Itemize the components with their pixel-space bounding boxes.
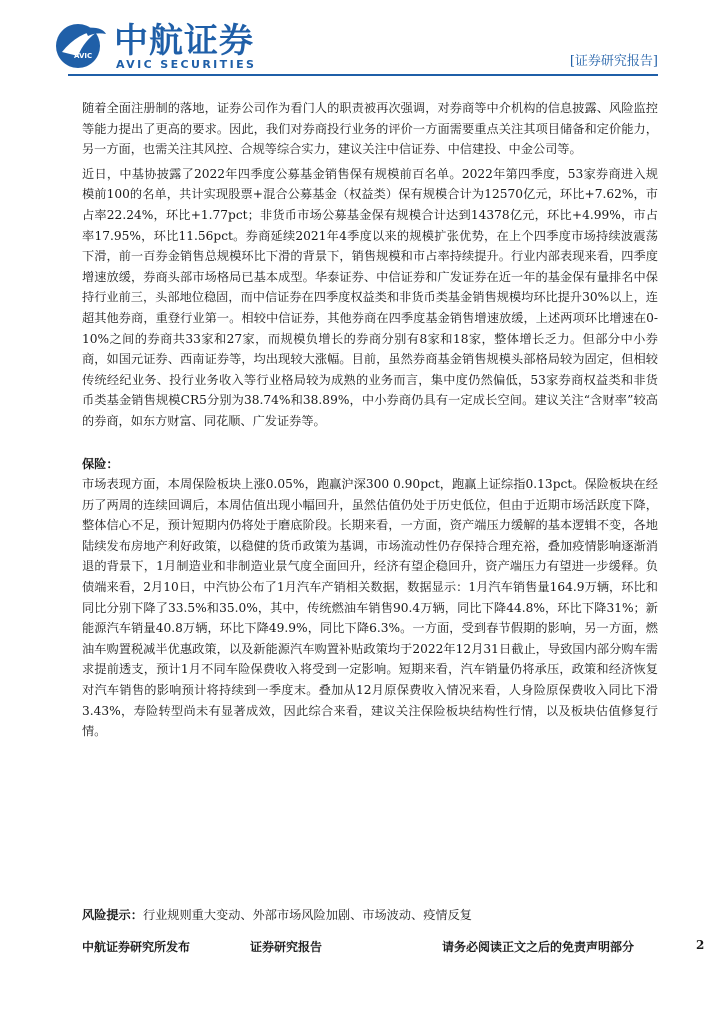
page-footer bbox=[82, 938, 705, 956]
risk-warning bbox=[82, 906, 658, 924]
avic-logo-icon bbox=[54, 22, 108, 70]
footer-report-type: 证券研究报告 bbox=[250, 940, 323, 954]
logo-english-text: AVIC SECURITIES bbox=[116, 58, 257, 71]
page-number: 2 bbox=[696, 938, 705, 952]
report-body bbox=[82, 98, 658, 742]
report-type-tag: [证券研究报告] bbox=[569, 54, 658, 69]
footer-publisher: 中航证券研究所发布 bbox=[82, 940, 191, 954]
header-divider bbox=[68, 74, 658, 76]
risk-label: 风险提示： bbox=[82, 908, 143, 922]
logo-badge-text: AVIC bbox=[74, 52, 93, 60]
footer-disclaimer: 请务必阅读正文之后的免责声明部分 bbox=[442, 940, 635, 954]
logo-chinese-text: 中航证券 bbox=[114, 21, 254, 61]
paragraph-fund-sales: 近日，中基协披露了2022年四季度公募基金销售保有规模前百名单。2022年第四季度，53家券商进入规模前100的名单，共计实现股票+混合公募基金（权益类）保有规模合计为12570亿元，环比+7.62%，市占率22.24%，环比+1.77pct；非货币市场公募基金保有规模合计达到14378亿元，环比+4.99%，市占率17.95%，环比11.56pct。券商延续2021年4季度以来的规模扩张优势，在上个四季度市场持续波震荡下滑，前一百券金销售总规模环比下滑的背景下，销售规模和市占率持续提升。行业内部表现来看，四季度增速放缓，券商头部市场格局已基本成型。华泰证券、中信证券和广发证券在近一年的基金保有量排名中保持行业前三，头部地位稳固，而中信证券在四季度权益类和非货币类基金销售规模均环比提升30%以上，连超其他券商，重登行业第一。相较中信证券，其他券商在四季度基金销售增速放缓，上述两项环比增速在0-10%之间的券商共33家和27家，而规模负增长的券商分别有8家和18家，整体增长乏力。但部分中小券商，如国元证券、西南证券等，均出现较大涨幅。目前，虽然券商基金销售规模头部格局较为固定，但相较传统经纪业务、投行业务收入等行业格局较为成熟的业务而言，集中度仍然偏低，53家券商权益类和非货币类基金销售规模CR5分别为38.74%和38.89%，中小券商仍具有一定成长空间。建议关注“含财率”较高的券商，如东方财富、同花顺、广发证券等。 bbox=[82, 166, 658, 428]
paragraph-ipo-registration: 随着全面注册制的落地，证券公司作为看门人的职责被再次强调，对券商等中介机构的信息披露、风险监控等能力提出了更高的要求。因此，我们对券商投行业务的评价一方面需要重点关注其项目储备和定价能力，另一方面，也需关注其风控、合规等综合实力，建议关注中信证券、中信建投、中金公司等。 bbox=[82, 101, 658, 157]
paragraph-insurance: 市场表现方面，本周保险板块上涨0.05%，跑赢沪深300 0.90pct，跑赢上证综指0.13pct。保险板块在经历了两周的连续回调后，本周估值出现小幅回升，虽然估值仍处于历史低位，但由于近期市场活跃度下降，整体信心不足，预计短期内仍将处于磨底阶段。长期来看，一方面，资产端压力缓解的基本逻辑不变，各地陆续发布房地产利好政策，以稳健的货币政策为基调，市场流动性仍存保持合理充裕，叠加疫情影响逐渐消退的背景下，1月制造业和非制造业景气度全面回升，经济有望企稳回升，资产端压力有望进一步缓释。负债端来看，2月10日，中汽协公布了1月汽车产销相关数据，数据显示：1月汽车销售量164.9万辆，环比和同比分别下降了33.5%和35.0%，其中，传统燃油车销售90.4万辆，同比下降44.8%，环比下降31%；新能源汽车销量40.8万辆，环比下降49.9%，同比下降6.3%。一方面，受到春节假期的影响，另一方面，燃油车购置税减半优惠政策，以及新能源汽车购置补贴政策均于2022年12月31日截止，导致国内部分购车需求提前透支，预计1月不同车险保费收入将受到一定影响。短期来看，汽车销量仍将承压，政策和经济恢复对汽车销售的影响预计将持续到一季度末。叠加从12月原保费收入情况来看，人身险原保费收入同比下滑3.43%，寿险转型尚未有显著成效，因此综合来看，建议关注保险板块结构性行情，以及板块估值修复行情。 bbox=[82, 477, 658, 739]
risk-text: 行业规则重大变动、外部市场风险加剧、市场波动、疫情反复 bbox=[142, 908, 472, 922]
section-title-insurance: 保险： bbox=[82, 456, 119, 471]
page-header bbox=[0, 0, 724, 90]
